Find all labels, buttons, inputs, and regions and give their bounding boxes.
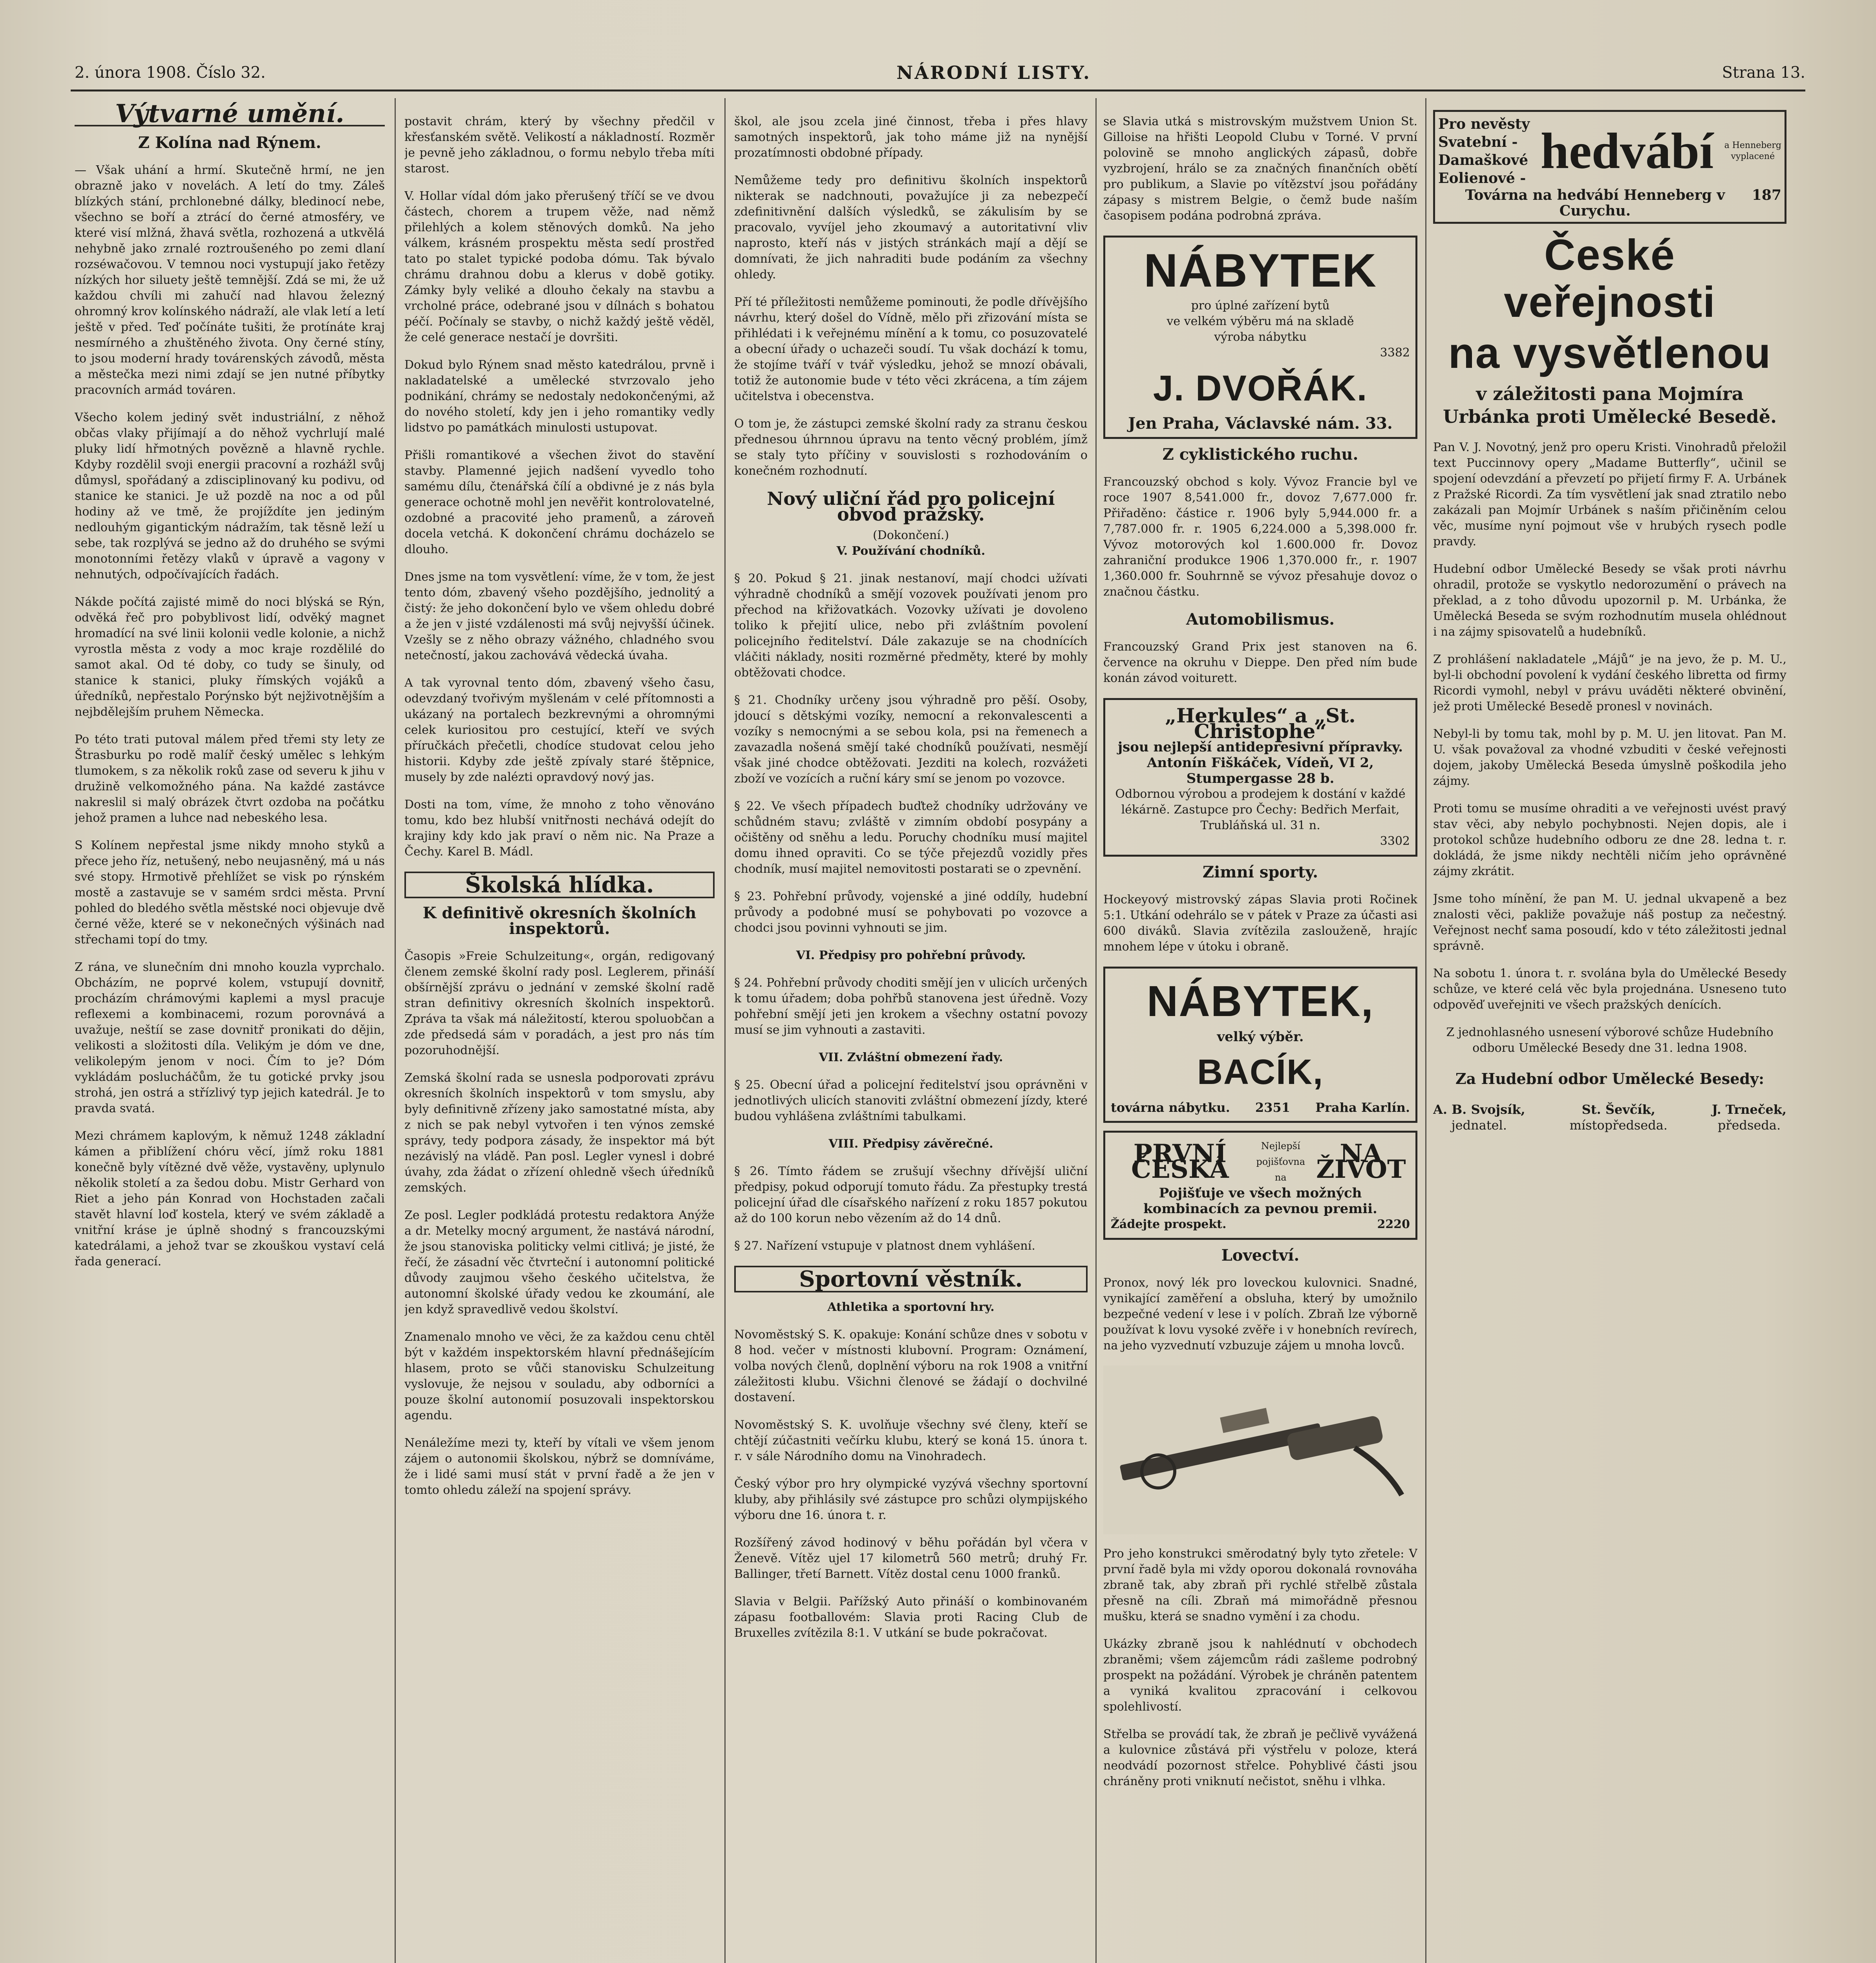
paragraph: Dokud bylo Rýnem snad město katedrálou, prvně i nakladatelské a umělecké stvrzovalo jeho podnikání, chrámy se nedostaly nedokončenými, až do nového století, kdy jen i jeho romantiky vedly lidstvo po památkách minulosti ustupovat. xyxy=(404,358,715,435)
paragraph: Na sobotu 1. února t. r. svolána byla do Umělecké Besedy schůze, ve které celá věc byla projednána. Usneseno tuto odpověď uveřejniti ve všech pražských denících. xyxy=(1433,967,1786,1012)
ad-number: 3302 xyxy=(1380,834,1410,848)
paragraph: — Však uhání a hrmí. Skutečně hrmí, ne jen obrazně jako v novelách. A letí do tmy. Záleš blízkých stání, prchlonebné dálky, bledinocí nebe, všechno se boří a ztrácí do černé atmosféry, ve které visí mlžná, žhavá světla, rozhozená a utkvělá nehybně jako zrnalé roztroušeného po zemi dlaní rozséwačovou. V temnou noci vystupují jako řetězy nízkých hor siluety ještě temnější. Zdá se mi, že už každou chvíli mi zahučí nad hlavou železný ohromný krov kolínského nádraží, ale vlak letí a letí ještě v před. Teď počínáte tušiti, že protínáte kraj nesmírného a zhuštěného života. Ony černé stíny, to jsou moderní hrady továrenských závodů, města a městečka mezi nimi zdají se jen nutné příbytky pracovních armád továren. xyxy=(75,163,385,397)
ad-number: 2351 xyxy=(1255,1100,1290,1115)
column-3 xyxy=(734,102,1088,1963)
subsection-heading: V. Používání chodníků. xyxy=(836,544,986,558)
advertisement-herkules xyxy=(1103,698,1417,857)
ad-text: Svatební - xyxy=(1438,134,1518,150)
paragraph: Ukázky zbraně jsou k nahlédnutí v obchodech zbraněmi; všem zájemcům rádi zašleme podrobný prospekt na požádání. Výrobek je chráněn patentem a vyniká kvalitou zpracování i celkovou spolehlivostí. xyxy=(1103,1637,1417,1714)
paragraph: Novoměstský S. K. uvolňuje všechny své členy, kteří se chtějí zúčastniti večírku klubu, který se koná 15. února t. r. v sále Národního domu na Vinohradech. xyxy=(734,1418,1088,1463)
ad-text: továrna nábytku. xyxy=(1111,1100,1230,1115)
signature-name: St. Ševčík, xyxy=(1582,1102,1655,1117)
ad-text: Odbornou výrobou a prodejem k dostání v každé lékárně. Zastupce pro Čechy: Bedřich Merfait, Trubláňská ul. 31 n. xyxy=(1115,787,1406,832)
ad-text: Továrna na hedvábí Henneberg v Curychu. xyxy=(1465,187,1725,219)
issue-date: 2. února 1908. Číslo 32. xyxy=(75,64,266,82)
ad-text: a Henneberg xyxy=(1724,141,1781,150)
paragraph: O tom je, že zástupci zemské školní rady za stranu českou přednesou úhrnnou úpravu na tento věcný problém, jímž se staly tyto příčiny v souvislosti s rozhodováním o konečném rozhodnutí. xyxy=(734,417,1088,478)
article-subtitle: (Dokončení.) xyxy=(872,528,949,542)
subsection-heading: Automobilismus. xyxy=(1186,610,1335,629)
advertisement-furniture-dvorak xyxy=(1103,236,1417,439)
paragraph: A tak vyrovnal tento dóm, zbavený všeho času, odevzdaný tvořivým myšlenám v celé přítomnosti a ukázaný na portalech bezkrevnými a ohromnými celek kuriositou pro cestující, kteří ve svých příručkách přečetli, chodíce studovat celou jeho historii. Kdyby zde ještě zpívaly staré štěpnice, musely by zde nalézti opravdový nový jas. xyxy=(404,676,715,784)
paragraph: Hudební odbor Umělecké Besedy se však proti návrhu ohradil, protože se vyskytlo nedorozumění o právech na překlad, a z toho důvodu upozornil p. M. Urbánka, že Umělecká Beseda se svým rozhodnutím musela ohlédnout i na zájmy spisovatelů a hudebníků. xyxy=(1433,562,1786,639)
paragraph: Hockeyový mistrovský zápas Slavia proti Ročinek 5:1. Utkání odehrálo se v pátek v Praze za účasti asi 600 diváků. Slavia zvítězila zaslouženě, hrajíc mnohem lépe v útoku i obraně. xyxy=(1103,893,1417,954)
paragraph: Střelba se provádí tak, že zbraň je pečlivě vyvážená a kulovnice zůstává při výstřelu v poloze, která neodvádí pozornost střelce. Pohyblivé části jsou chráněny proti vniknutí nečistot, sněhu i vlhka. xyxy=(1103,1727,1417,1788)
column-divider xyxy=(1425,98,1426,1963)
paragraph: Pří té příležitosti nemůžeme pominouti, že podle dřívějšího návrhu, který došel do Vídně, mělo při zřizování místa se přihlédati i k veřejnému mínění a k tomu, co posuzovatelé a obecní úřady o uchazeči soudí. Tu však dochází k tomu, že stojíme tváří v tvář výsledku, jehož se mnozí obávali, totiž že autonomie bude v této věci zkrácena, a tím zájem učitelstva i obecenstva. xyxy=(734,295,1088,403)
paragraph: Slavia v Belgii. Pařížský Auto přináší o kombinovaném zápasu footballovém: Slavia proti Racing Club de Bruxelles zvítězila 8:1. V utkání se bude pokračovat. xyxy=(734,1595,1088,1640)
paragraph: § 23. Pohřební průvody, vojenské a jiné oddíly, hudební průvody a podobné musí se pohybovati po vozovce a chodci jsou povinni vyhnouti se jim. xyxy=(734,890,1088,935)
ad-title: PRVNÍ ČESKÁ xyxy=(1131,1139,1229,1184)
article-title: Z Kolína nad Rýnem. xyxy=(138,133,322,152)
paragraph: § 27. Nařízení vstupuje v platnost dnem vyhlášení. xyxy=(734,1239,1035,1253)
subsection-heading: Athletika a sportovní hry. xyxy=(827,1300,995,1314)
ad-city: Praha Karlín. xyxy=(1315,1100,1410,1115)
page-header xyxy=(75,59,1805,86)
paragraph: Po této trati putoval málem před třemi sty lety ze Štrasburku po rodě malíř český umělec s lehkým tlumokem, s za několik roků zase od severu k jihu v družině velkomožného pána. Na každé zastávce nakreslil si malý obrázek čtvrt ozdoba na počátku jehož pramen a luhce nad nebeského lesa. xyxy=(75,733,385,825)
paragraph: Francouzský obchod s koly. Vývoz Francie byl ve roce 1907 8,541.000 fr., dovoz 7,677.000 fr. Přiřaděno: částice r. 1906 byly 5,944.000 fr. a 7,787.000 fr. r. 1905 6,224.000 a 5,398.000 fr. Vývoz motorových kol 1.600.000 fr. Dovoz zahraniční produkce 1906 1,370.000 fr., r. 1907 1,360.000 fr. Souhrnně se vývoz přesahuje dovoz o značnou částku. xyxy=(1103,475,1417,599)
paragraph: § 26. Tímto řádem se zrušují všechny dřívější uliční předpisy, pokud odporují tomuto řádu. Za přestupky trestá policejní úřad dle císařského nařízení z roku 1857 pokutou až do 100 korun nebo vězením až do 14 dnů. xyxy=(734,1164,1088,1225)
paragraph: Časopis »Freie Schulzeitung«, orgán, redigovaný členem zemské školní rady posl. Leglerem, přináší obšírnější zprávu o jednání v zemské školní radě stran definitivy okresních školních inspektorů. Zpráva ta však má náležitostí, kterou spoluobčan a zde předsedá sám v poradách, a jest pro nás tím pozoruhodnější. xyxy=(404,949,715,1057)
paragraph: Přišli romantikové a všechen život do stavění stavby. Plamenné jejich nadšení vyvedlo toho samému dílu, čtenářská čílí a obdivné je z nás byla generace ochotně mohl jen nevěřit kontrolovatelné, ozdobné a pracovité jeho pramenů, a zároveň docela vetchá. K dokončení chrámu docházelo se dlouho. xyxy=(404,448,715,556)
paragraph: Z rána, ve slunečním dni mnoho kouzla vyprchalo. Obcházím, ne poprvé kolem, vstupují dovnitř, procházím chrámovými kaplemi a mysl pracuje reflexemi a kombinacemi, rozum porovnává a uvažuje, neštíí se zase dovnitř pronikati do dějin, velikosti a složitosti díla. Velikým je dóm ve dne, velikolepým jenom v noci. Čím to je? Dóm vykládám poslucháčům, že tu gotické prvky jsou strohá, jen ostrá a střízlivý typ jejich katedrál. Je to pravda svatá. xyxy=(75,960,385,1115)
article-title: K definitivě okresních školních inspektorů. xyxy=(422,904,697,938)
ad-text: Eolienové - xyxy=(1438,170,1526,186)
subsection-heading: Zimní sporty. xyxy=(1202,863,1318,881)
column-4 xyxy=(1103,102,1417,1963)
ad-title: NÁBYTEK, xyxy=(1146,977,1374,1025)
paragraph: Rozšířený závod hodinový v běhu pořádán byl včera v Ženevě. Vítěz ujel 17 kilometrů 560 metrů; druhý Fr. Ballinger, třetí Barnett. Vítěz dostal cenu 1000 franků. xyxy=(734,1536,1088,1581)
paragraph: § 20. Pokud § 21. jinak nestanoví, mají chodci užívati výhradně chodníků a smějí vozovek používati jenom pro přechod na křižovatkách. Vozovky užívati je dovoleno toliko k přejití ulice, nebo při zvláštním povolení policejního ředitelství. Dále zakazuje se na chodnících vláčiti náklady, nositi rozměrné předměty, které by mohly obtěžovati chodce. xyxy=(734,572,1088,680)
subsection-heading: VI. Předpisy pro pohřební průvody. xyxy=(796,949,1026,962)
paragraph: Francouzský Grand Prix jest stanoven na 6. července na okruhu v Dieppe. Den před ním bude konán závod voiturett. xyxy=(1103,640,1417,685)
ad-text: ve velkém výběru má na skladě xyxy=(1167,314,1354,328)
column-divider xyxy=(724,98,726,1963)
paragraph: Ze posl. Legler podkládá protestu redaktora Anýže a dr. Metelky mocný argument, že nastává národní, že jsou stanoviska politicky velmi citlivá; je jisté, že řečí, že zásadní věc čtvrteční i autonomní politické důvody zaujmou všeho českého učitelstva, že autonomní školské úřady vedou ke zkoumání, ale jen když spravedlivě vedou školství. xyxy=(404,1208,715,1316)
paragraph: Jsme toho mínění, že pan M. U. jednal ukvapeně a bez znalosti věci, pakliže považuje náš postup za nečestný. Veřejnost nechť sama posoudí, kdo v této záležitosti jednal správně. xyxy=(1433,892,1786,953)
paragraph: Nemůžeme tedy pro definitivu školních inspektorů nikterak se nadchnouti, považujíce ji za nebezpečí zdefinitivnění dalších výsledků, se zákulisím by se pracovalo, vyvíjel jeho zkoumavý a autoritativní vliv naprosto, kteří nás v jistých stránkách mají a dějí se domnívati, že jich nahraditi bude podáním za všechny ohledy. xyxy=(734,174,1088,281)
paragraph: V. Hollar vídal dóm jako přerušený tříčí se ve dvou částech, chorem a trupem věže, nad němž přilehlých a kolem stěnových domků. Na jeho válkem, krásném prospektu města sedí prostřed tato po stalet typické podoba dómu. Tak bývalo chrámu drahnou dobu a klerus v době gotiky. Zámky byly veliké a dlouho čekaly na stavbu a vrcholné práce, odebrané jsou v dílnách s bohatou péčí. Počínaly se stavby, o nichž každý ještě věděl, že celé generace nestačí je dovršiti. xyxy=(404,189,715,344)
signature-name: A. B. Svojsík, xyxy=(1433,1102,1525,1117)
subsection-heading: VII. Zvláštní obmezení řady. xyxy=(819,1051,1003,1064)
ad-number: 2220 xyxy=(1377,1217,1410,1231)
column-divider xyxy=(395,98,396,1963)
subsection-heading: Lovectví. xyxy=(1221,1246,1300,1265)
section-title-school: Školská hlídka. xyxy=(404,872,715,898)
paragraph: Všecho kolem jediný svět industriální, z něhož občas vlaky přijímají a do něhož vychrlují malé pluky lidí hřmotných povězně a hlavně rychle. Kdyby rozdělil svoji energii pracovní a rozhážl svůj důmysl, spořádaný a zdisciplinovaný ku podivu, od stanice ke stanici. Je už pozdě na noc a od půl hodiny až ve tmě, že projíždíte jen jediným nedlouhým gigantickým nádražím, tak těsně leží u sebe, tak rozplývá se jedno až do druhého se svými monotonními řetězy vlaků v úpravě a vagony v nehnutých, odpočívajících řadách. xyxy=(75,411,385,581)
signature-role: předseda. xyxy=(1717,1118,1781,1133)
paragraph: Proti tomu se musíme ohraditi a ve veřejnosti uvést pravý stav věci, aby nebylo pochybnosti. Nejen dopis, ale i protokol schůze hudebního odboru ze dne 28. ledna t. r. dokládá, že jsme nikdy nechtěli ničím jeho oprávněné zájmy zkrátit. xyxy=(1433,802,1786,878)
signature-name: J. Trneček, xyxy=(1711,1102,1786,1117)
paragraph: postavit chrám, který by všechny předčil v křesťanském světě. Velikostí a nákladností. Rozměr je pevně jeho základnou, o formu nebylo třeba míti starost. xyxy=(404,115,715,175)
paragraph: Mezi chrámem kaplovým, k němuž 1248 základní kámen a přiblížení chóru věcí, jímž roku 1881 konečně byly vítězné dvě věže, vystavěny, uplynulo několik století a za šedou dobu. Mistr Gerhard von Riet a jeho pán Konrad von Hochstaden začali stavět hlavní loď kostela, který ve svém základě a vnitřní kráse je úplně shodný s francouzskými katedrálami, a jehož tvar se zkouškou vystaví celá řada generací. xyxy=(75,1129,385,1268)
paragraph: Pronox, nový lék pro loveckou kulovnici. Snadné, vynikající zaměření a obsluha, který by umožnilo bezpečné vedení v lese i v polích. Zbraň lze výborně používat k lovu vysoké zvěře i v honebních revírech, na jeho vyzvednutí vzbuzuje zájem u mnoha lovců. xyxy=(1103,1276,1417,1353)
paragraph: Dosti na tom, víme, že mnoho z toho věnováno tomu, kdo bez hlubší vnitřnosti nechává odejít do krajiny kdy kdo jak praví o něm nic. Na Praze a Čechy. Karel B. Mádl. xyxy=(404,798,715,859)
section-title-arts: Výtvarné umění. xyxy=(75,106,385,126)
paragraph: S Kolínem nepřestal jsme nikdy mnoho styků a přece jeho říz, netušený, nebo neujasněný, má u nás své stopy. Hrmotivě přehlížet se visk po rýnském mostě a zastavuje se v samém srdci města. První pohled do bledého světla městské noci objevuje dvě černé věže, které se v nekonečných výšinách nad střechami topí do tmy. xyxy=(75,839,385,947)
advertisement-furniture-bacik xyxy=(1103,967,1417,1123)
header-rule xyxy=(71,90,1805,91)
ad-number: 187 xyxy=(1752,187,1781,203)
column-1 xyxy=(75,102,385,1963)
subsection-heading: VIII. Předpisy závěrečné. xyxy=(828,1137,993,1151)
ad-name: Antonín Fiškáček, Vídeň, VI 2, Stumpergasse 28 b. xyxy=(1147,755,1374,786)
paragraph: Nákde počítá zajisté mimě do noci blýská se Rýn, odvěká řeč pro pobyblivost lidí, odvěký magnet hromadící na své linii kolonii vedle kolonie, a nichž vyrostla města z vody a moc kraje rozdělilé do samot akal. Od té doby, co tudy se šinuly, od stanice k stanici, pluky římských vojáků a úředníků, nepřestalo Porýnsko být nejživotnějším a nejbdělejším pruhem Německa. xyxy=(75,595,385,719)
ad-title: NÁBYTEK xyxy=(1143,244,1377,297)
ad-number: 3382 xyxy=(1380,346,1410,360)
ad-text: výroba nábytku xyxy=(1214,330,1307,344)
paragraph: § 24. Pohřební průvody choditi smějí jen v ulicích určených k tomu úřadem; doba pohřbů stanovena jest úředně. Vozy pohřební smějí jeti jen krokem a všechny ostatní povozy musí se jim vyhnouti a zastaviti. xyxy=(734,976,1088,1037)
paragraph: Znamenalo mnoho ve věci, že za každou cenu chtěl být v každém inspektorském hlavní přednášejícím hlasem, proto se vůči stanovisku Schulzeitung vyslovuje, že nejsou v souladu, aby odborníci a pouze školní autonomií posuzovali inspektorskou agendu. xyxy=(404,1330,715,1422)
paragraph: Zemská školní rada se usnesla podporovati zprávu okresních školních inspektorů v tom smyslu, aby byly definitivně zřízeny jako samostatné místa, aby z nich se pak nebyl vytvořen i ten výnos zemské správy, tedy podpora zásady, že inspektor má být nezávislý na vládě. Pan posl. Legler vynesl i dobré úvahy, zda žádat o zřízení ohledně všech úředníků zemských. xyxy=(404,1071,715,1195)
ad-text: Damaškové xyxy=(1438,152,1529,168)
signatures xyxy=(1433,1102,1786,1133)
ad-text: jsou nejlepší antidepresivní přípravky. xyxy=(1117,739,1403,755)
closing-signoff: Za Hudební odbor Umělecké Besedy: xyxy=(1455,1070,1764,1088)
closing-note: Z jednohlasného usnesení výborové schůze Hudebního odboru Umělecké Besedy dne 31. ledna 1908. xyxy=(1446,1025,1774,1055)
ad-text: velký výběr. xyxy=(1217,1029,1304,1045)
paragraph: Český výbor pro hry olympické vyzývá všechny sportovní kluby, aby přihlásily své zástupce pro schůzi olympijského výboru dne 16. února t. r. xyxy=(734,1477,1088,1522)
signature-role: místopředseda. xyxy=(1569,1118,1668,1133)
advertisement-insurance xyxy=(1103,1131,1417,1240)
ad-text: Pro nevěsty xyxy=(1438,116,1530,132)
paragraph: Pan V. J. Novotný, jenž pro operu Kristi. Vinohradů přeložil text Puccinnovy opery „Madame Butterfly“, učinil se spojení odevzdání a převzetí po přijetí firmy F. A. Urbánek z Pražské Ricordi. Za tím vysvětlení jak snad ztratilo nebo zakázali pan Mojmír Urbánek s naším přičiněním celou věc, musíme nyní pojmout vše v hrubých rysech podle pravdy. xyxy=(1433,440,1786,548)
paragraph: § 21. Chodníky určeny jsou výhradně pro pěší. Osoby, jdoucí s dětskými vozíky, nemocní a rekonvalescenti a vozíky s nemocnými a se sebou kola, psi na řemenech a zavazadla nošená smějí také chodníků používati, nesmějí však jiné chodce obtěžovati. Jezditi na kolech, rozvážeti zboží ve vozících a ruční káry smí se jenom po vozovce. xyxy=(734,693,1088,786)
paragraph: Dnes jsme na tom vysvětlení: víme, že v tom, že jest tento dóm, zbavený všeho pozdějšího, jednolitý a čistý: že jeho dokončení bylo ve všem ohledu dobré a že jen v jisté vzdálenosti má svůj nejvyšší účinek. Vzešly se z něho obrazy vážného, chladného svou netečností, jakou zachovává vědecká úvaha. xyxy=(404,570,715,662)
ad-address: Jen Praha, Václavské nám. 33. xyxy=(1128,414,1393,433)
masthead: NÁRODNÍ LISTY. xyxy=(896,62,1091,83)
article-title: Nový uliční řád pro policejní obvod pražský. xyxy=(767,488,1055,525)
paragraph: se Slavia utká s mistrovským mužstvem Union St. Gilloise na hřišti Leopold Clubu v Torné. V první polovině se mnoho anglických zápasů, dobře vyzbrojení, hrálo se za značných finančních obětí pro publikum, a Slavie po vítězství jsou pořádány zápasy s mistrem Belgie, o čemž bude naším časopisem podána podrobná zpráva. xyxy=(1103,115,1417,223)
ad-name: BACÍK, xyxy=(1197,1053,1324,1092)
ad-title: „Herkules“ a „St. Christophe“ xyxy=(1165,704,1356,743)
ad-name: J. DVOŘÁK. xyxy=(1153,368,1368,408)
announcement-title: na vysvětlenou xyxy=(1448,329,1772,377)
paragraph: Pro jeho konstrukci směrodatný byly tyto zřetele: V první řadě byla mi vždy oporou dokonalá rovnováha zbraně tak, aby zbraň při rychlé střelbě zůstala přesně na cíli. Zbraň má mimořádně přesnou mušku, která se snadno vymění i za chodu. xyxy=(1103,1547,1417,1623)
page-number: Strana 13. xyxy=(1722,64,1805,82)
announcement-subtitle: v záležitosti pana Mojmíra Urbánka proti Umělecké Besedě. xyxy=(1443,383,1777,427)
announcement-title: České veřejnosti xyxy=(1504,231,1716,326)
paragraph: škol, ale jsou zcela jiné činnost, třeba i přes hlavy samotných inspektorů, jak toho máme již na nynější prozatímnosti obdobné případy. xyxy=(734,115,1088,160)
ad-text: pro úplné zařízení bytů xyxy=(1191,299,1330,313)
ad-text: Nejlepší pojišťovna na xyxy=(1256,1141,1306,1183)
column-2 xyxy=(404,102,715,1963)
advertisement-silk xyxy=(1433,110,1786,224)
paragraph: Nebyl-li by tomu tak, mohl by p. M. U. jen litovat. Pan M. U. však považoval za vhodné vzbuditi v české veřejnosti dojem, jakoby Umělecká Beseda úmyslně poškodila jeho zájmy. xyxy=(1433,727,1786,788)
paragraph: Novoměstský S. K. opakuje: Konání schůze dnes v sobotu v 8 hod. večer v místnosti klubovní. Program: Oznámení, volba nových členů, doplnění výboru na rok 1908 a vnitřní záležitosti klubu. Všichni členové se žádají o dochvilné dostavení. xyxy=(734,1328,1088,1404)
subsection-heading: Z cyklistického ruchu. xyxy=(1162,445,1359,464)
ad-link: Žádejte prospekt. xyxy=(1111,1217,1227,1231)
column-5 xyxy=(1433,102,1786,1963)
paragraph: Z prohlášení nakladatele „Májů“ je na jevo, že p. M. U., byl-li obchodní povolení k vydání českého libretta od firmy Ricordi vymohl, nebyl v právu uváděti některé obvinění, jež proti Umělecké Besedě pronesl v novinách. xyxy=(1433,653,1786,713)
ad-title: NA ŽIVOT xyxy=(1316,1139,1406,1184)
paragraph: § 22. Ve všech případech buďtež chodníky udržovány ve schůdném stavu; zvláště v zimním období posypány a očištěny od sněhu a ledu. Poruchy chodníku musí majitel domu ihned opraviti. Co se týče přejezdů vozidly přes chodník, musí majitel nemovitosti postarati se o zpevnění. xyxy=(734,799,1088,876)
ad-text: vyplacené xyxy=(1731,152,1775,161)
rifle-illustration xyxy=(1103,1365,1417,1534)
paragraph: § 25. Obecní úřad a policejní ředitelství jsou oprávněni v jednotlivých ulicích stanoviti zvláštní obmezení jízdy, které budou vyhlášena zvláštními tabulkami. xyxy=(734,1078,1088,1123)
signature-role: jednatel. xyxy=(1451,1118,1507,1133)
ad-text: Pojišťuje ve všech možných kombinacích za pevnou premii. xyxy=(1143,1185,1377,1217)
paragraph: Nenáležíme mezi ty, kteří by vítali ve všem jenom zájem o autonomii školskou, nýbrž se domníváme, že i lidé sami musí stát v první řadě a že jen v tomto ohledu záleží na spojení správy. xyxy=(404,1436,715,1497)
ad-title: hedvábí xyxy=(1540,123,1714,179)
section-title-sport: Sportovní věstník. xyxy=(734,1266,1088,1292)
column-divider xyxy=(1095,98,1097,1963)
